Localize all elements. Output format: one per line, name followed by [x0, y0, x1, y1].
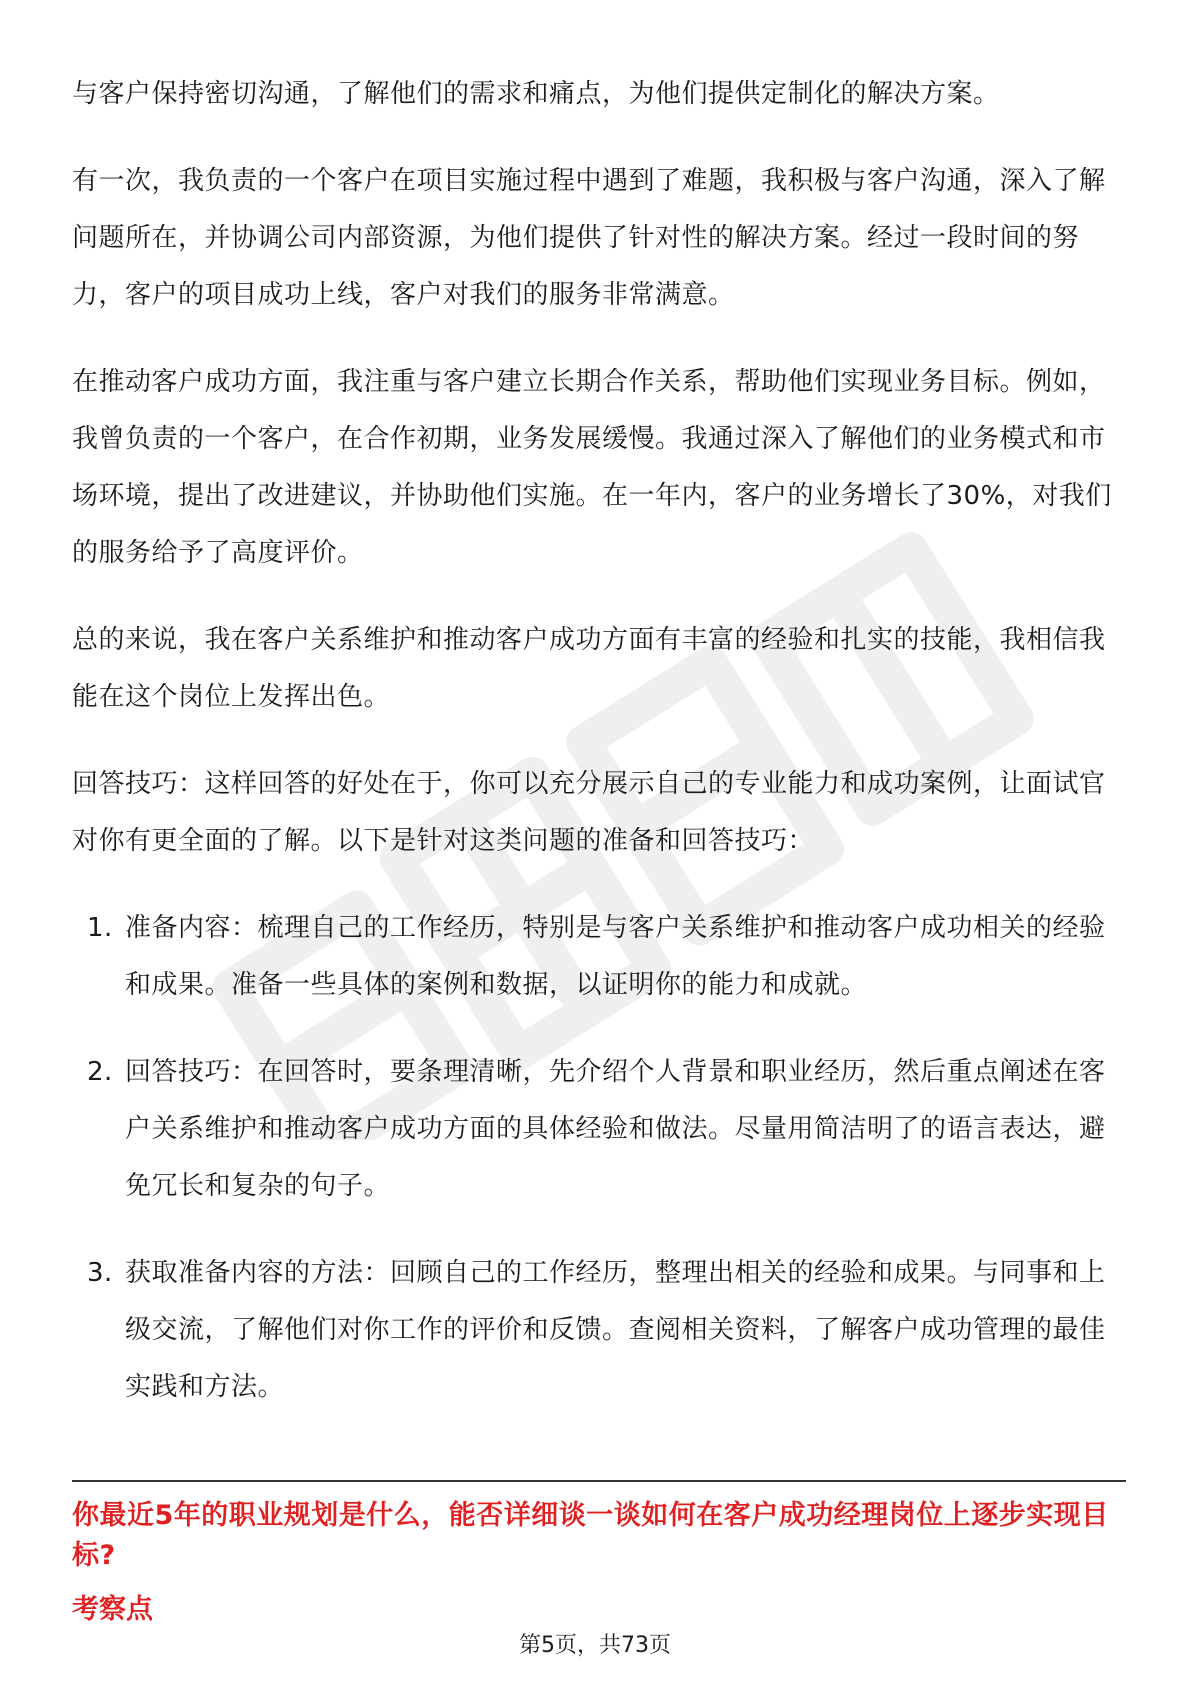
section-divider — [72, 1480, 1126, 1482]
list-item-text: 回答技巧：在回答时，要条理清晰，先介绍个人背景和职业经历，然后重点阐述在客户关系维护和推动客户成功方面的具体经验和做法。尽量用简洁明了的语言表达，避免冗长和复杂的句子。 — [125, 1057, 1106, 1201]
list-item-number: 2. — [87, 1057, 113, 1087]
list-item-text: 获取准备内容的方法：回顾自己的工作经历，整理出相关的经验和成果。与同事和上级交流，了解他们对你工作的评价和反馈。查阅相关资料，了解客户成功管理的最佳实践和方法。 — [125, 1258, 1106, 1402]
list-item-text: 准备内容：梳理自己的工作经历，特别是与客户关系维护和推动客户成功相关的经验和成果。准备一些具体的案例和数据，以证明你的能力和成就。 — [125, 913, 1106, 1000]
paragraph-case-project: 有一次，我负责的一个客户在项目实施过程中遇到了难题，我积极与客户沟通，深入了解问题所在，并协调公司内部资源，为他们提供了针对性的解决方案。经过一段时间的努力，客户的项目成功上线，客户对我们的服务非常满意。 — [72, 166, 1106, 310]
tips-list — [72, 900, 1112, 1416]
list-item-number: 3. — [87, 1258, 113, 1288]
section-subheading: 考察点 — [72, 1594, 153, 1625]
document-body — [72, 66, 1112, 1446]
paragraph-intro: 与客户保持密切沟通，了解他们的需求和痛点，为他们提供定制化的解决方案。 — [72, 79, 1000, 109]
paragraph-summary: 总的来说，我在客户关系维护和推动客户成功方面有丰富的经验和扎实的技能，我相信我能在这个岗位上发挥出色。 — [72, 625, 1106, 712]
list-item — [72, 900, 1112, 1014]
list-item — [72, 1245, 1112, 1416]
list-item — [72, 1044, 1112, 1215]
question-heading: 你最近5年的职业规划是什么，能否详细谈一谈如何在客户成功经理岗位上逐步实现目标? — [72, 1500, 1109, 1571]
page-footer: 第5页，共73页 — [519, 1633, 671, 1658]
paragraph-answer-tips: 回答技巧：这样回答的好处在于，你可以充分展示自己的专业能力和成功案例，让面试官对你有更全面的了解。以下是针对这类问题的准备和回答技巧： — [72, 769, 1106, 856]
paragraph-case-growth: 在推动客户成功方面，我注重与客户建立长期合作关系，帮助他们实现业务目标。例如，我曾负责的一个客户，在合作初期，业务发展缓慢。我通过深入了解他们的业务模式和市场环境，提出了改进建议，并协助他们实施。在一年内，客户的业务增长了30%，对我们的服务给予了高度评价。 — [72, 367, 1112, 568]
list-item-number: 1. — [87, 913, 113, 943]
